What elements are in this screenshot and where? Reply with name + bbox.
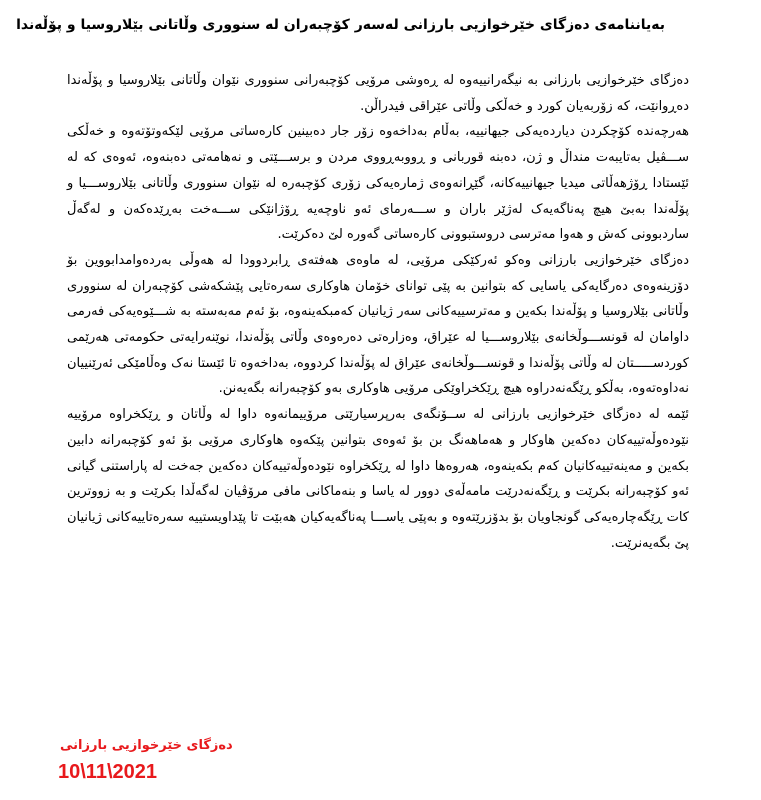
paragraph-4: ئێمە لە دەزگای خێرخوازیی بارزانی لە ســۆنگەی بەرپرسیارێتی مرۆییمانەوە داوا لە وڵاتان و ڕێکخراوە مرۆییە نێودەوڵەتییەکان دەکەین هاوکار و هەماهەنگ بن بۆ ئەوەی بتوانین پێکەوە هاوکاری مرۆیی بۆ ئەو کۆچبەرانە دابین بکەین و مەینەتییەکانیان کەم بکەینەوە، هەروەها داوا لە ڕێکخراوە نێودەوڵەتییەکان دەکەین جەخت لە پاراستنی گیانی ئەو کۆچبەرانە بکرێت و ڕێگەنەدرێت مامەڵەی دوور لە یاسا و بنەماکانی مافی مرۆڤیان لەگەڵدا بکرێت و بە زووترین کات ڕێگەچارەیەکی گونجاویان بۆ بدۆزرێتەوە و بەپێی یاســـا پەناگەیەکیان هەبێت تا پێداویستییە سەرەتاییەکانی ژیانیان پێ بگەیەنرێت. <box>67 407 689 551</box>
paragraph-1: دەزگای خێرخوازیی بارزانی بە نیگەرانییەوە لە ڕەوشی مرۆیی کۆچبەرانی سنووری نێوان وڵاتانی بێلاروسیا و پۆڵەندا دەڕوانێت، کە زۆربەیان کورد و خەڵکی وڵاتی عێراقی فیدراڵن. <box>67 73 689 114</box>
signature-organization: دەزگای خێرخوازیی بارزانی <box>60 738 233 753</box>
paragraph-3: دەزگای خێرخوازیی بارزانی وەکو ئەرکێکی مرۆیی، لە ماوەی هەفتەی ڕابردوودا لە هەوڵی بەردەوامدابووین بۆ دۆزینەوەی دەرگایەکی یاسایی کە بتوانین بە پێی توانای خۆمان هاوکاری سەرەتایی پێشکەشی کۆچبەران لە سنووری وڵاتانی بێلاروسیا و پۆڵەندا بکەین و مەترسییەکانی سەر ژیانیان کەمبکەینەوە، بۆ ئەم مەبەستە بە شـــێوەیەکی فەرمی داوامان لە قونســـوڵخانەی بێلاروســـیا لە عێراق، وەزارەتی دەرەوەی وڵاتی پۆڵەندا، نوێنەرایەتی حکومەتی هەرێمی کوردســـــتان لە وڵاتی پۆڵەندا و قونســـوڵخانەی عێراق لە پۆڵەندا کردووە، بەداخەوە تا ئێستا نەک وەڵامێکی ئەرێنییان نەداوەتەوە، بەڵکو ڕێگەنەدراوە هیچ ڕێکخراوێکی مرۆیی هاوکاری بەو کۆچبەرانە بگەیەنن. <box>67 252 689 397</box>
statement-title: بەیاننامەی دەزگای خێرخوازیی بارزانی لەسەر کۆچبەران لە سنووری وڵاتانی بێلاروسیا و پۆڵەندا <box>16 17 665 33</box>
statement-body <box>67 68 689 556</box>
statement-date: 10\11\2021 <box>58 761 157 783</box>
paragraph-2: هەرچەندە کۆچکردن دیاردەیەکی جیهانییە، بەڵام بەداخەوە زۆر جار دەبینین کارەساتی مرۆیی لێکەوتۆتەوە و خەڵکی ســـڤیل بەتایبەت منداڵ و ژن، دەبنە قوربانی و ڕووبەڕووی مردن و برســـێتی و نەهامەتی دەبنەوە، ئەوەی کە لە ئێستادا ڕۆژهەڵاتی میدیا جیهانییەکانە، گێڕانەوەی ژمارەیەکی زۆری کۆچبەرە لە نێوان سنووری وڵاتانی بێلاروســـیا و پۆڵەندا بەبێ هیچ پەناگەیەک لەژێر باران و ســـەرمای ئەو ناوچەیە ڕۆژانێکی ســـەخت بەڕێدەکەن و لەگەڵ ساردبوونی کەش و هەوا مەترسی دروستبوونی کارەساتی گەورە لێ دەکرێت. <box>67 124 689 243</box>
